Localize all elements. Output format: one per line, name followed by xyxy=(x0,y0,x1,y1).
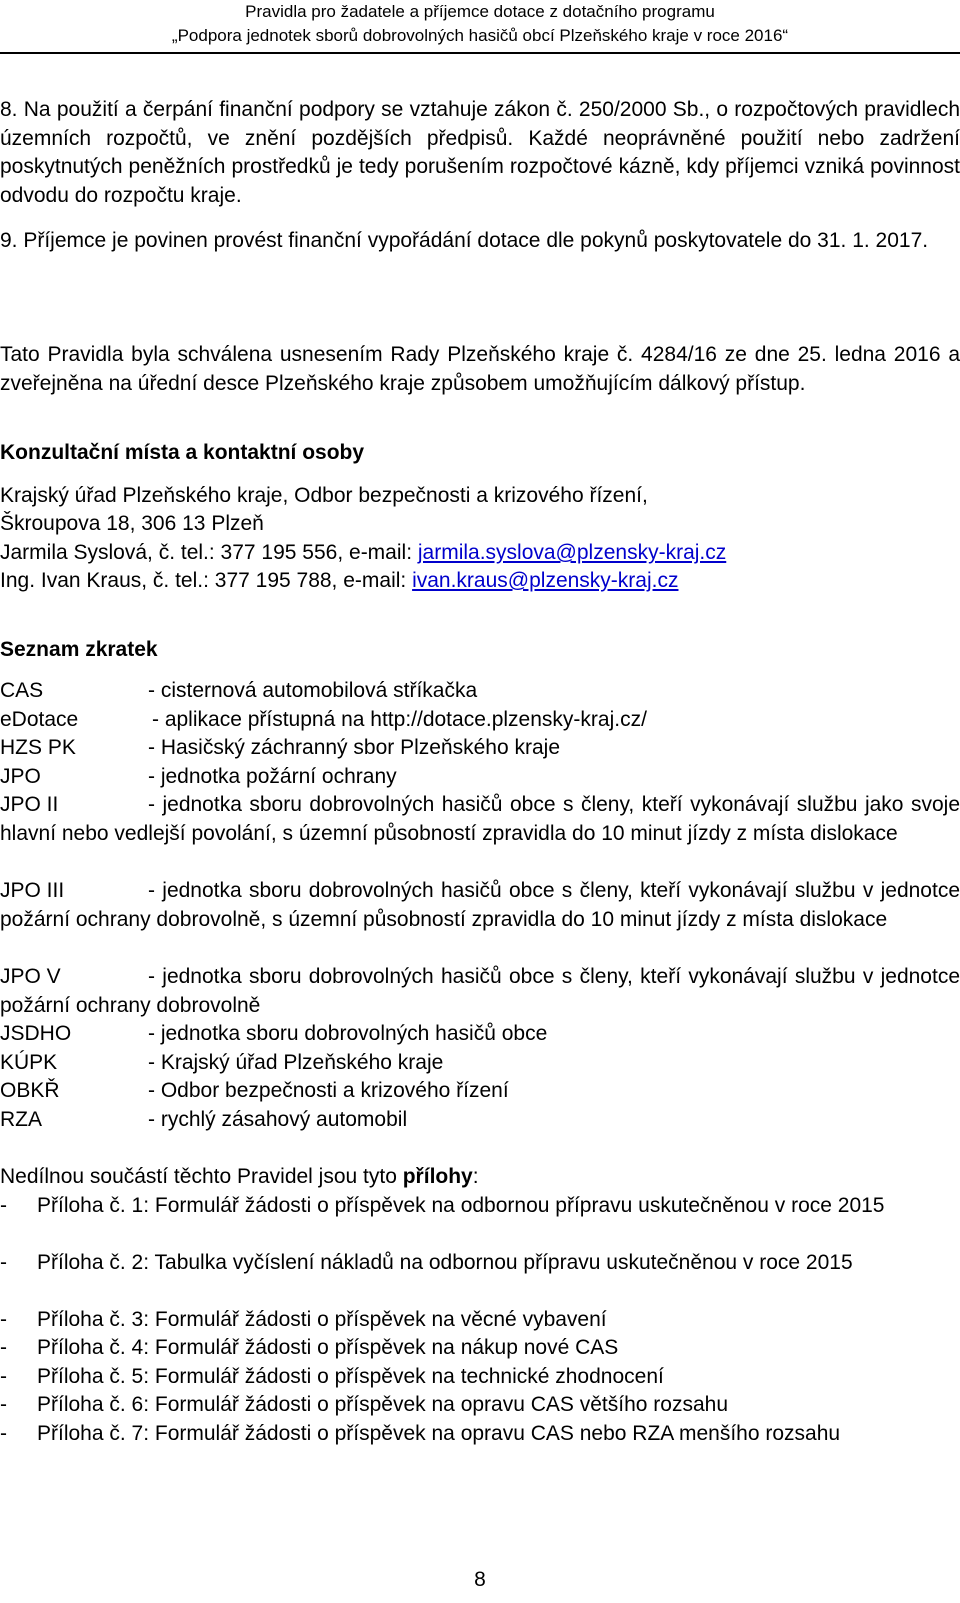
attachment-text: Příloha č. 7: Formulář žádosti o příspěvek na opravu CAS nebo RZA menšího rozsahu xyxy=(37,1422,841,1445)
abbreviations-heading: Seznam zkratek xyxy=(0,638,158,661)
contact-person-1 xyxy=(0,539,960,568)
list-dash: - xyxy=(0,1308,7,1331)
abbr-desc: - jednotka požární ochrany xyxy=(148,765,397,788)
email-link-syslova[interactable]: jarmila.syslova@plzensky-kraj.cz xyxy=(417,541,727,564)
list-dash: - xyxy=(0,1393,7,1416)
abbr-row-jpo5 xyxy=(0,963,960,1020)
office-line-1: Krajský úřad Plzeňského kraje, Odbor bezpečnosti a krizového řízení, xyxy=(0,484,648,507)
abbr-row-jpo2 xyxy=(0,791,960,848)
attachment-text: Příloha č. 5: Formulář žádosti o příspěvek na technické zhodnocení xyxy=(37,1365,664,1388)
attachment-text: Příloha č. 3: Formulář žádosti o příspěvek na věcné vybavení xyxy=(37,1308,607,1331)
paragraph-item-8: 8. Na použití a čerpání finanční podpory se vztahuje zákon č. 250/2000 Sb., o rozpočtových pravidlech územních rozpočtů, ve znění pozdějších předpisů. Každé neoprávněné použití nebo zadržení poskytnutých peněžních prostředků je tedy porušením rozpočtové kázně, kdy příjemci vzniká povinnost odvodu do rozpočtu kraje. xyxy=(0,98,960,207)
contact-person-1-text: Jarmila Syslová, č. tel.: 377 195 556, e-mail: xyxy=(0,541,418,564)
abbr-desc: - jednotka sboru dobrovolných hasičů obce xyxy=(148,1022,548,1045)
abbr-key: KÚPK xyxy=(0,1051,58,1074)
header-line-2: „Podpora jednotek sborů dobrovolných hasičů obcí Plzeňského kraje v roce 2016“ xyxy=(171,26,789,45)
approval-paragraph: Tato Pravidla byla schválena usnesením Rady Plzeňského kraje č. 4284/16 ze dne 25. ledna 2016 a zveřejněna na úřední desce Plzeňského kraje způsobem umožňujícím dálkový přístup. xyxy=(0,343,960,395)
attachments-intro-end: : xyxy=(472,1165,479,1188)
abbr-desc: - jednotka sboru dobrovolných hasičů obce s členy, kteří vykonávají službu v jednotce požární ochrany dobrovolně, s územní působností zpravidla do 10 minut jízdy z místa dislokace xyxy=(0,879,960,931)
abbr-desc: - Odbor bezpečnosti a krizového řízení xyxy=(148,1079,509,1102)
abbr-desc: - jednotka sboru dobrovolných hasičů obce s členy, kteří vykonávají službu v jednotce požární ochrany dobrovolně xyxy=(0,965,960,1017)
abbr-desc: - rychlý zásahový automobil xyxy=(148,1108,408,1131)
abbr-key: JPO xyxy=(0,765,41,788)
page-number: 8 xyxy=(474,1568,486,1591)
attachment-text: Příloha č. 6: Formulář žádosti o příspěvek na opravu CAS většího rozsahu xyxy=(37,1393,729,1416)
header-line-1: Pravidla pro žadatele a příjemce dotace z dotačního programu xyxy=(245,2,715,21)
attachment-text: Příloha č. 4: Formulář žádosti o příspěvek na nákup nové CAS xyxy=(37,1336,619,1359)
abbr-key: RZA xyxy=(0,1108,42,1131)
list-dash: - xyxy=(0,1194,7,1217)
paragraph-item-9: 9. Příjemce je povinen provést finanční vypořádání dotace dle pokynů poskytovatele do 31. 1. 2017. xyxy=(0,229,929,252)
email-link-kraus[interactable]: ivan.kraus@plzensky-kraj.cz xyxy=(412,569,679,592)
header-rule xyxy=(0,52,960,54)
abbr-key: JPO II xyxy=(0,793,59,816)
abbr-key: eDotace xyxy=(0,708,79,731)
contacts-heading: Konzultační místa a kontaktní osoby xyxy=(0,441,365,464)
abbr-key: HZS PK xyxy=(0,736,76,759)
attachments-intro-bold: přílohy xyxy=(402,1165,473,1188)
abbr-key: JPO V xyxy=(0,965,61,988)
list-dash: - xyxy=(0,1422,7,1445)
abbr-key: OBKŘ xyxy=(0,1079,60,1102)
contact-person-2 xyxy=(0,567,960,596)
contact-person-2-text: Ing. Ivan Kraus, č. tel.: 377 195 788, e-mail: xyxy=(0,569,413,592)
abbr-desc: - aplikace přístupná na http://dotace.plzensky-kraj.cz/ xyxy=(152,708,647,731)
list-dash: - xyxy=(0,1365,7,1388)
attachments-intro-text: Nedílnou součástí těchto Pravidel jsou tyto xyxy=(0,1165,403,1188)
abbr-desc: - Hasičský záchranný sbor Plzeňského kraje xyxy=(148,736,561,759)
abbr-key: CAS xyxy=(0,679,44,702)
list-dash: - xyxy=(0,1251,7,1274)
abbr-key: JSDHO xyxy=(0,1022,72,1045)
abbr-desc: - cisternová automobilová stříkačka xyxy=(148,679,478,702)
abbr-desc: - jednotka sboru dobrovolných hasičů obce s členy, kteří vykonávají službu jako svoje hlavní nebo vedlejší povolání, s územní působností zpravidla do 10 minut jízdy z místa dislokace xyxy=(0,793,960,845)
attachment-text: Příloha č. 2: Tabulka vyčíslení nákladů na odbornou přípravu uskutečněnou v roce 2015 xyxy=(37,1251,853,1274)
attachments-intro xyxy=(0,1163,960,1192)
attachment-text: Příloha č. 1: Formulář žádosti o příspěvek na odbornou přípravu uskutečněnou v roce 2015 xyxy=(37,1194,885,1217)
abbr-desc: - Krajský úřad Plzeňského kraje xyxy=(148,1051,444,1074)
list-dash: - xyxy=(0,1336,7,1359)
office-line-2: Škroupova 18, 306 13 Plzeň xyxy=(0,512,264,535)
abbr-key: JPO III xyxy=(0,879,65,902)
page-header xyxy=(0,0,960,48)
abbr-row-jpo3 xyxy=(0,877,960,934)
